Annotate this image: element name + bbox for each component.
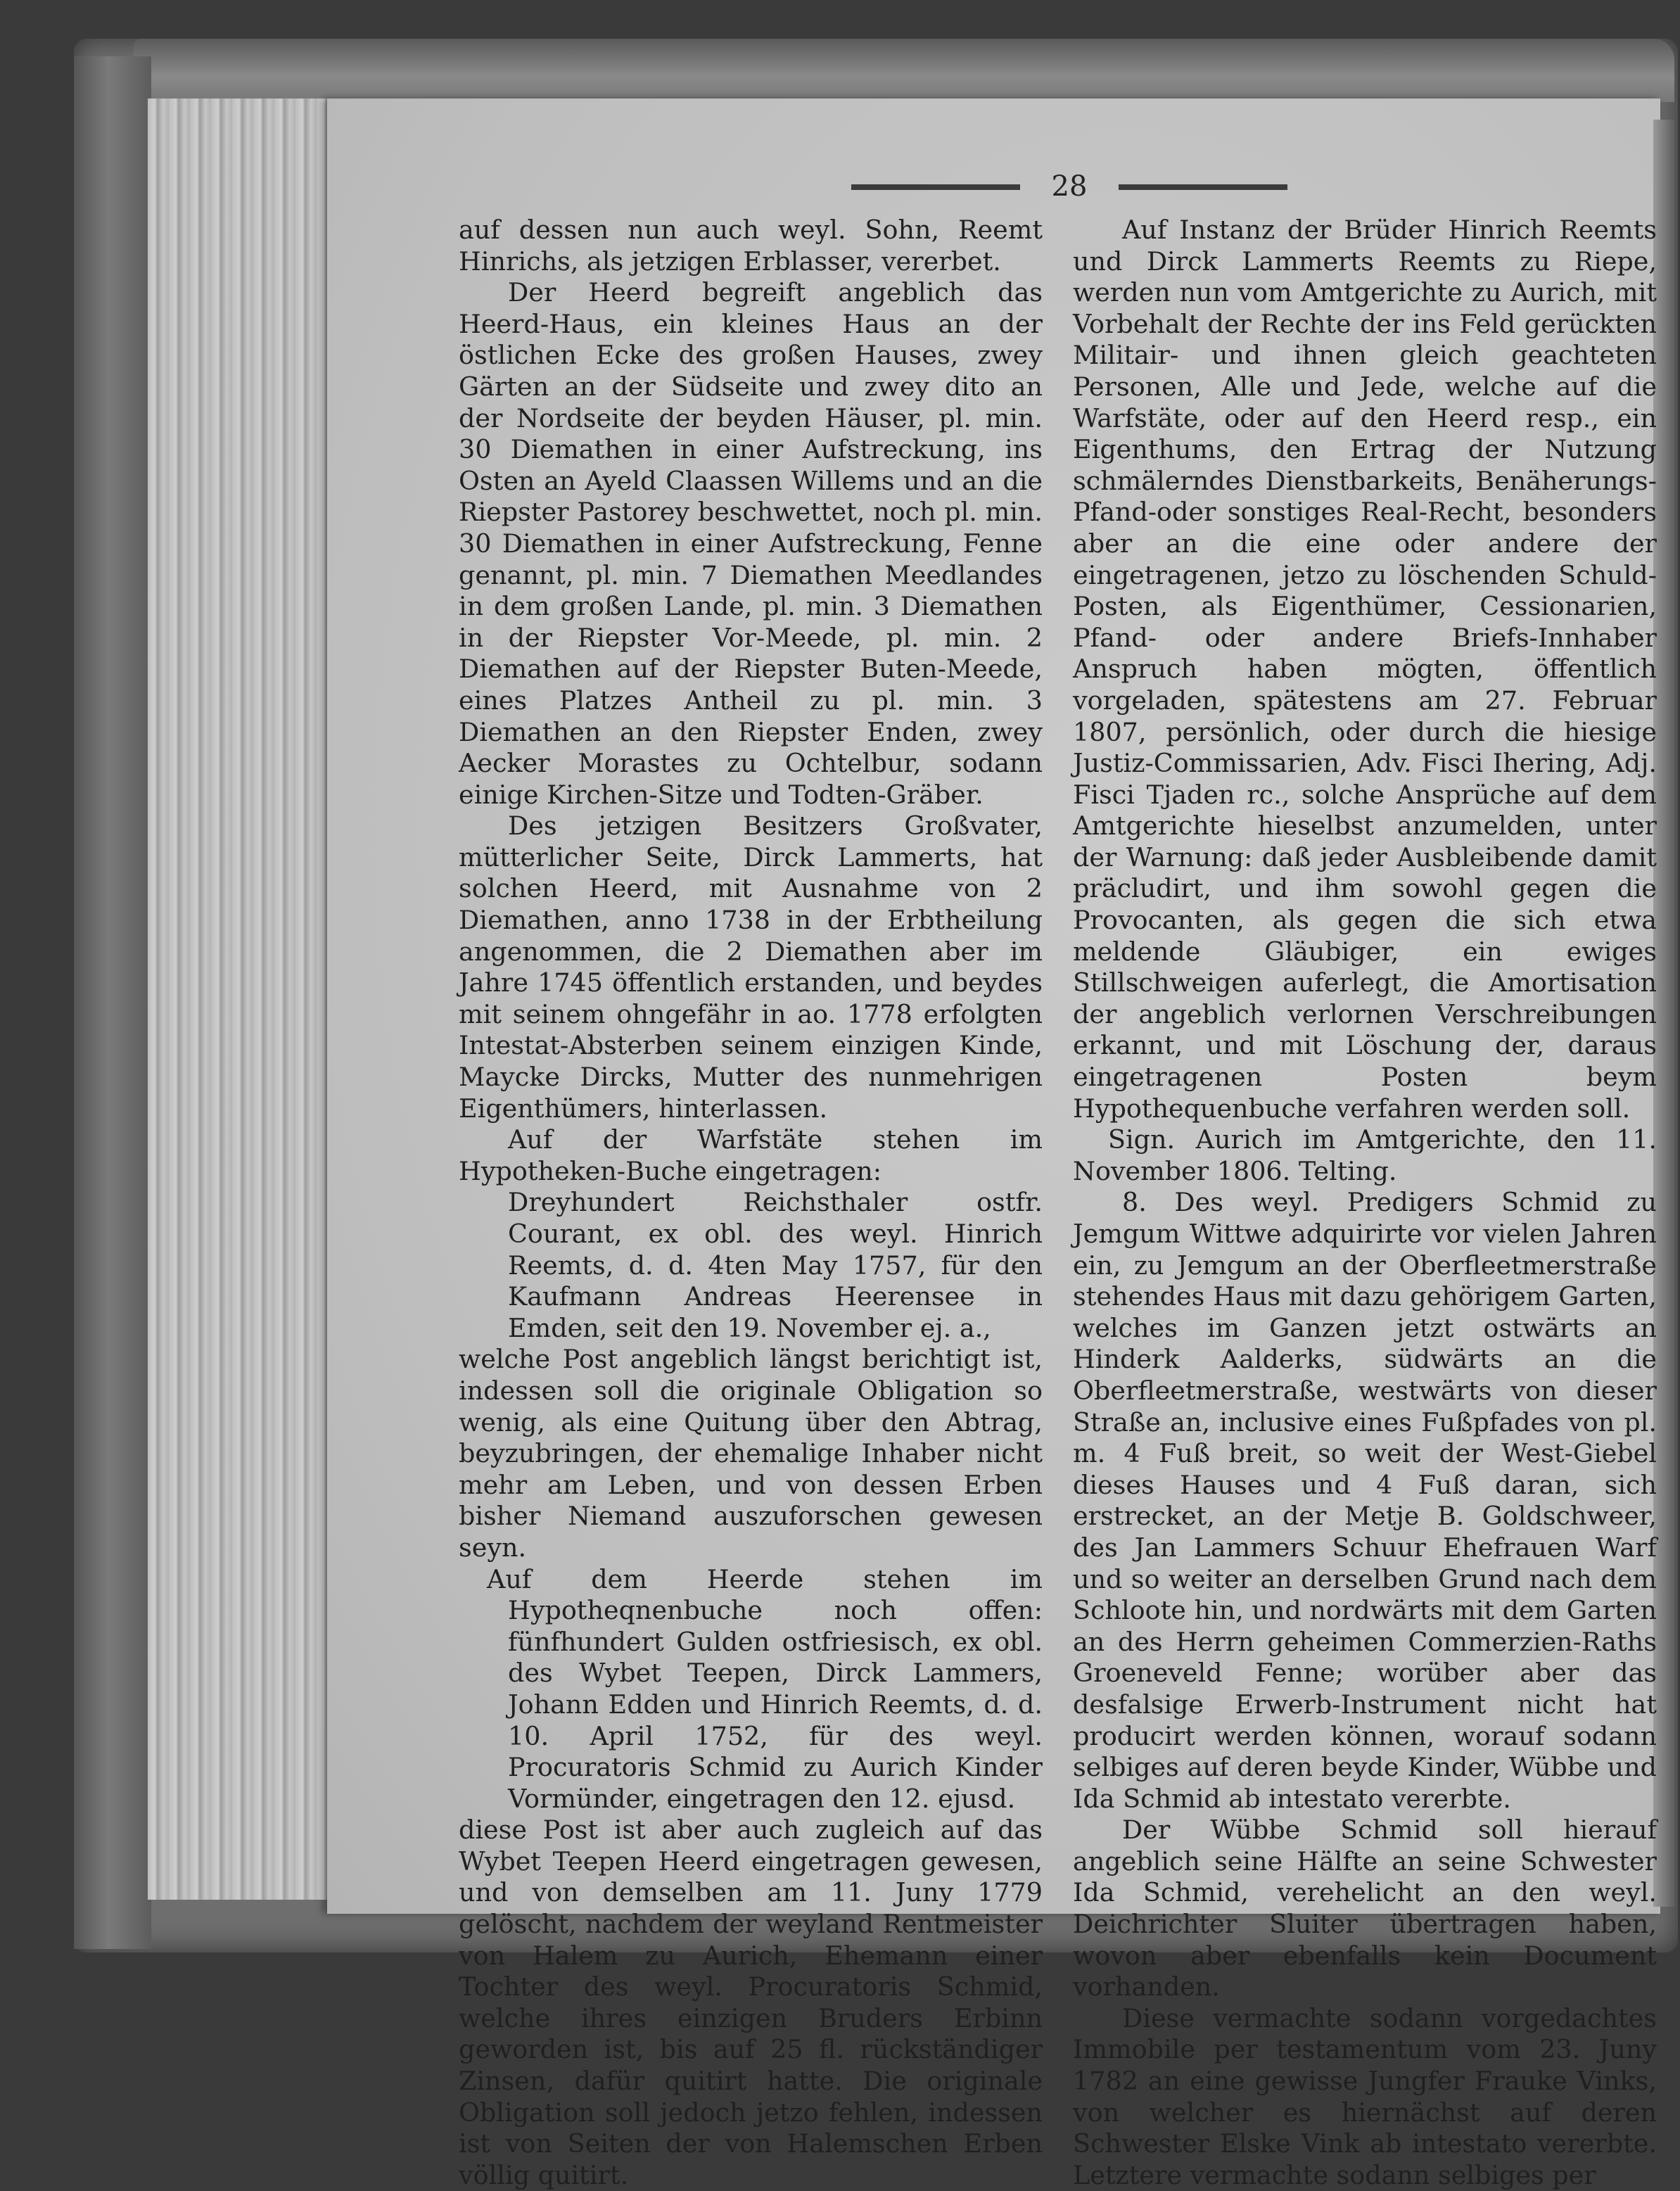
signature-line: Sign. Aurich im Amtgerichte, den 11. November 1806. Telting.	[1073, 1124, 1657, 1186]
paragraph: Der Wübbe Schmid soll hierauf angeblich seine Hälfte an seine Schwester Ida Schmid, verehelicht an den weyl. Deichrichter Sluiter übertragen haben, wovon aber ebenfalls kein Document vorhanden.	[1073, 1815, 1657, 2002]
paragraph: Auf dem Heerde stehen im Hypotheqnenbuche noch offen: fünfhundert Gulden ostfriesisch, ex obl. des Wybet Teepen, Dirck Lammers, Johann Edden und Hinrich Reemts, d. d. 10. April 1752, für des weyl. Procuratoris Schmid zu Aurich Kinder Vormünder, eingetragen den 12. ejusd.	[487, 1563, 1043, 1814]
paragraph: Diese vermachte sodann vorgedachtes Immobile per testamentum vom 23. Juny 1782 an eine gewisse Jungfer Frauke Vinks, von welcher es hiernächst auf deren Schwester Elske Vink ab intestato vererbte. Letztere vermachte sodann selbiges per	[1073, 2002, 1657, 2190]
header-rule-right	[1119, 184, 1287, 190]
page-stack-edges	[148, 99, 331, 1900]
page-number: 28	[1051, 170, 1088, 203]
header-rule-left	[851, 184, 1020, 190]
paragraph: 8. Des weyl. Predigers Schmid zu Jemgum Wittwe adquirirte vor vielen Jahren ein, zu Jemgum an der Oberfleetmerstraße stehendes Haus mit dazu gehörigem Garten, welches im Ganzen jetzt ostwärts an Hinderk Aalderks, südwärts an die Oberfleetmerstraße, westwärts von dieser Straße an, inclusive eines Fußpfades von pl. m. 4 Fuß breit, so weit der West-Giebel dieses Hauses und 4 Fuß daran, sich erstrecket, an der Metje B. Goldschweer, des Jan Lammers Schuur Ehefrauen Warf und so weiter an derselben Grund nach dem Schloote hin, und nordwärts mit dem Garten an des Herrn geheimen Commerzien-Raths Groeneveld Fenne; worüber aber das desfalsige Erwerb-Instrument nicht hat producirt werden können, worauf sodann selbiges auf deren beyde Kinder, Wübbe und Ida Schmid ab intestato vererbte.	[1073, 1187, 1657, 1814]
book-cover-top	[134, 39, 1674, 102]
paragraph: diese Post ist aber auch zugleich auf das Wybet Teepen Heerd eingetragen gewesen, und von demselben am 11. Juny 1779 gelöscht, nachdem der weyland Rentmeister von Halem zu Aurich, Ehemann einer Tochter des weyl. Procuratoris Schmid, welche ihres einzigen Bruders Erbinn geworden ist, bis auf 25 fl. rückständiger Zinsen, dafür quitirt hatte. Die originale Obligation soll jedoch jetzo fehlen, indessen ist von Seiten der von Halemschen Erben völlig quitirt.	[459, 1815, 1043, 2190]
paragraph: auf dessen nun auch weyl. Sohn, Reemt Hinrichs, als jetzigen Erblasser, vererbet.	[459, 215, 1043, 277]
paragraph: Auf der Warfstäte stehen im Hypotheken-Buche eingetragen:	[459, 1124, 1043, 1186]
left-column	[459, 215, 1043, 2191]
page-header	[851, 169, 1287, 204]
paragraph: Dreyhundert Reichsthaler ostfr. Courant, ex obl. des weyl. Hinrich Reemts, d. d. 4ten May 1757, für den Kaufmann Andreas Heerensee in Emden, seit den 19. November ej. a.,	[508, 1187, 1043, 1343]
paragraph: welche Post angeblich längst berichtigt ist, indessen soll die originale Obligation so wenig, als eine Quitung über den Abtrag, beyzubringen, der ehemalige Inhaber nicht mehr am Leben, und von dessen Erben bisher Niemand auszuforschen gewesen seyn.	[459, 1344, 1043, 1563]
paragraph: Auf Instanz der Brüder Hinrich Reemts und Dirck Lammerts Reemts zu Riepe, werden nun vom Amtgerichte zu Aurich, mit Vorbehalt der Rechte der ins Feld gerückten Militair- und ihnen gleich geachteten Personen, Alle und Jede, welche auf die Warfstäte, oder auf den Heerd resp., ein Eigenthums, den Ertrag der Nutzung schmälerndes Dienstbarkeits, Benäherungs-Pfand-oder sonstiges Real-Recht, besonders aber an die eine oder andere der eingetragenen, jetzo zu löschenden Schuld-Posten, als Eigenthümer, Cessionarien, Pfand- oder andere Briefs-Innhaber Anspruch haben mögten, öffentlich vorgeladen, spätestens am 27. Februar 1807, persönlich, oder durch die hiesige Justiz-Commissarien, Adv. Fisci Ihering, Adj. Fisci Tjaden rc., solche Ansprüche auf dem Amtgerichte hieselbst anzumelden, unter der Warnung: daß jeder Ausbleibende damit präcludirt, und ihm sowohl gegen die Provocanten, als gegen die sich etwa meldende Gläubiger, ein ewiges Stillschweigen auferlegt, die Amortisation der angeblich verlornen Verschreibungen erkannt, und mit Löschung der, daraus eingetragenen Posten beym Hypothequenbuche verfahren werden soll.	[1073, 215, 1657, 1124]
right-column	[1073, 215, 1657, 2191]
book-spine-edge	[74, 56, 151, 1949]
paragraph: Der Heerd begreift angeblich das Heerd-Haus, ein kleines Haus an der östlichen Ecke des großen Hauses, zwey Gärten an der Südseite und zwey dito an der Nordseite der beyden Häuser, pl. min. 30 Diemathen in einer Aufstreckung, ins Osten an Ayeld Claassen Willems und an die Riepster Pastorey beschwettet, noch pl. min. 30 Diemathen in einer Aufstreckung, Fenne genannt, pl. min. 7 Diemathen Meedlandes in dem großen Lande, pl. min. 3 Diemathen in der Riepster Vor-Meede, pl. min. 2 Diemathen auf der Riepster Buten-Meede, eines Platzes Antheil zu pl. min. 3 Diemathen an den Riepster Enden, zwey Aecker Morastes zu Ochtelbur, sodann einige Kirchen-Sitze und Todten-Gräber.	[459, 277, 1043, 810]
paragraph: Des jetzigen Besitzers Großvater, mütterlicher Seite, Dirck Lammerts, hat solchen Heerd, mit Ausnahme von 2 Diemathen, anno 1738 in der Erbtheilung angenommen, die 2 Diemathen aber im Jahre 1745 öffentlich erstanden, und beydes mit seinem ohngefähr in ao. 1778 erfolgten Intestat-Absterben seinem einzigen Kinde, Maycke Dircks, Mutter des nunmehrigen Eigenthümers, hinterlassen.	[459, 811, 1043, 1124]
